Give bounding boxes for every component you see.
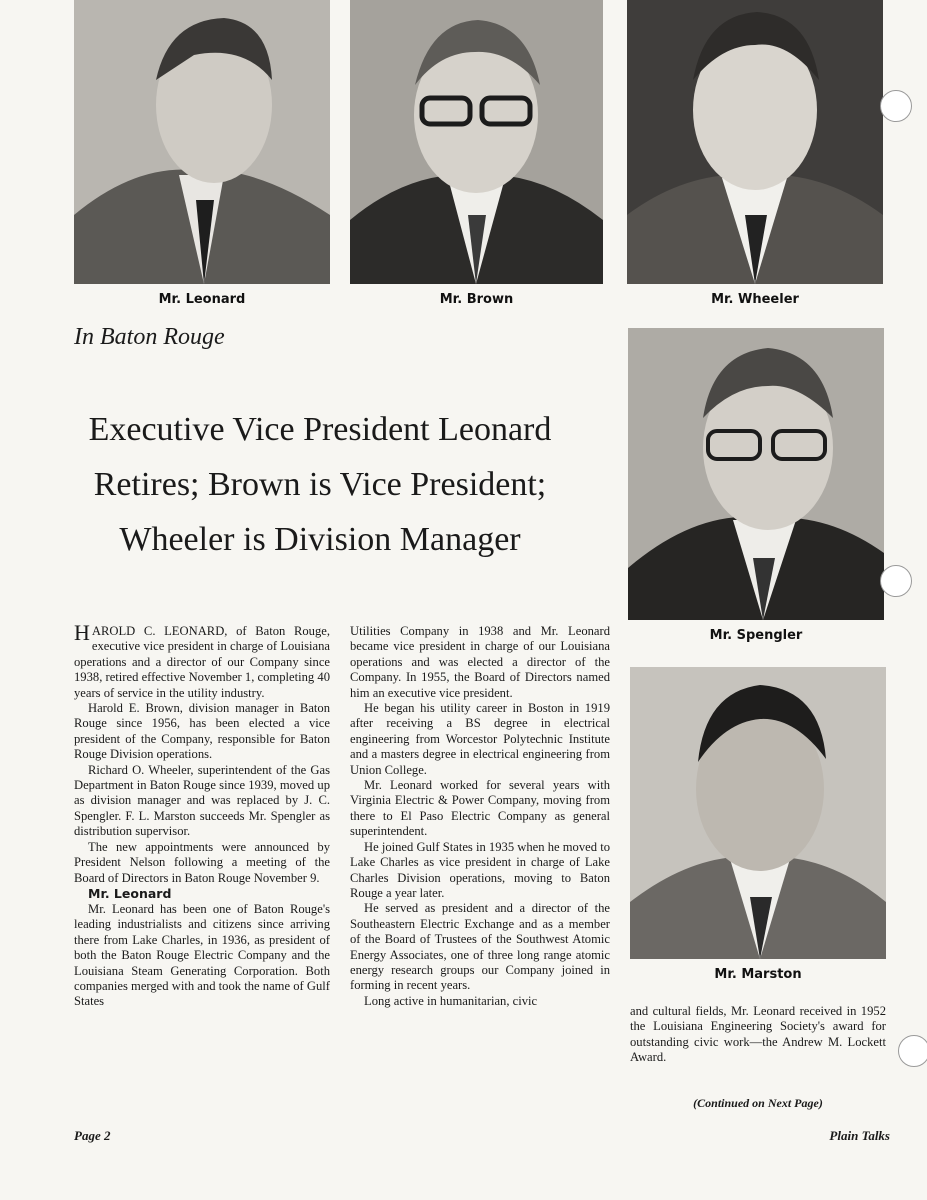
photo-marston bbox=[630, 667, 886, 959]
article-paragraph: Harold E. Brown, division manager in Baton Rouge since 1956, has been elected a vice president of the Company, responsible for Baton Rouge Division operations. bbox=[74, 701, 330, 762]
portrait-marston bbox=[630, 667, 886, 959]
photo-spengler bbox=[628, 328, 884, 620]
portrait-wheeler bbox=[627, 0, 883, 284]
article-paragraph: He served as president and a director of the Southeastern Electric Exchange and as a member of the Board of Trustees of the Southwest Atomic Energy Associates, one of three long range atomic energy research groups our Company joined in forming in recent years. bbox=[350, 901, 610, 993]
article-paragraph: Utilities Company in 1938 and Mr. Leonard became vice president in charge of our Louisiana operations and was elected a director of the Company. In 1955, the Board of Directors named him an executive vice president. bbox=[350, 624, 610, 700]
continued-note: (Continued on Next Page) bbox=[693, 1096, 823, 1110]
article-paragraph: Long active in humanitarian, civic bbox=[364, 993, 538, 1008]
article-paragraph: Richard O. Wheeler, superintendent of the Gas Department in Baton Rouge since 1939, moved up as division manager and was replaced by J. C. Spengler. F. L. Marston succeeds Mr. Spengler as distribution supervisor. bbox=[74, 762, 330, 839]
portrait-spengler bbox=[628, 328, 884, 620]
article-paragraph: He began his utility career in Boston in 1919 after receiving a BS degree in electrical engineering from Worcestor Polytechnic Institute and a masters degree in electrical engineering from Union College. bbox=[350, 701, 610, 777]
article-paragraph: and cultural fields, Mr. Leonard received in 1952 the Louisiana Engineering Society's award for outstanding civic work—the Andrew M. Lockett Award. bbox=[630, 1004, 886, 1065]
portrait-leonard bbox=[74, 0, 330, 284]
page-number: Page 2 bbox=[74, 1128, 111, 1143]
caption-wheeler: Mr. Wheeler bbox=[711, 292, 799, 307]
binder-hole bbox=[898, 1035, 927, 1067]
headline bbox=[40, 402, 600, 567]
caption-leonard: Mr. Leonard bbox=[158, 292, 246, 307]
publication-name: Plain Talks bbox=[829, 1128, 890, 1143]
headline-line-1: Executive Vice President Leonard bbox=[88, 411, 552, 448]
article-paragraph: Mr. Leonard worked for several years with Virginia Electric & Power Company, moving from there to El Paso Electric Company as general superintendent. bbox=[350, 778, 610, 839]
article-column-2 bbox=[350, 624, 610, 1009]
drop-cap: H bbox=[74, 620, 90, 645]
article-paragraph: HAROLD C. LEONARD, of Baton Rouge, executive vice president in charge of Louisiana operations and a director of our Company since 1938, retired effective November 1, completing 40 years of service in the utility industry. bbox=[74, 620, 330, 700]
binder-hole bbox=[880, 90, 912, 122]
headline-line-3: Wheeler is Division Manager bbox=[119, 521, 521, 558]
caption-spengler: Mr. Spengler bbox=[709, 628, 803, 643]
article-paragraph: Mr. Leonard has been one of Baton Rouge's leading industrialists and citizens since arriving there from Lake Charles, in 1936, as president of both the Baton Rouge Electric Company and the Louisiana Steam Generating Corporation. Both companies merged with and took the name of Gulf States bbox=[74, 901, 330, 1009]
section-kicker: In Baton Rouge bbox=[74, 324, 225, 350]
article-paragraph: The new appointments were announced by President Nelson following a meeting of the Board of Directors in Baton Rouge November 9. bbox=[74, 839, 330, 885]
photo-brown bbox=[350, 0, 603, 284]
article-column-3 bbox=[630, 1004, 886, 1066]
headline-line-2: Retires; Brown is Vice President; bbox=[93, 466, 547, 503]
photo-leonard bbox=[74, 0, 330, 284]
photo-wheeler bbox=[627, 0, 883, 284]
caption-marston: Mr. Marston bbox=[714, 967, 802, 982]
article-paragraph: He joined Gulf States in 1935 when he moved to Lake Charles as vice president in charge of Lake Charles Division operations, moving to Baton Rouge a year later. bbox=[350, 839, 610, 900]
article-column-1 bbox=[74, 620, 330, 1010]
binder-hole bbox=[880, 565, 912, 597]
article-subhead: Mr. Leonard bbox=[88, 885, 172, 901]
portrait-brown bbox=[350, 0, 603, 284]
caption-brown: Mr. Brown bbox=[439, 292, 514, 307]
